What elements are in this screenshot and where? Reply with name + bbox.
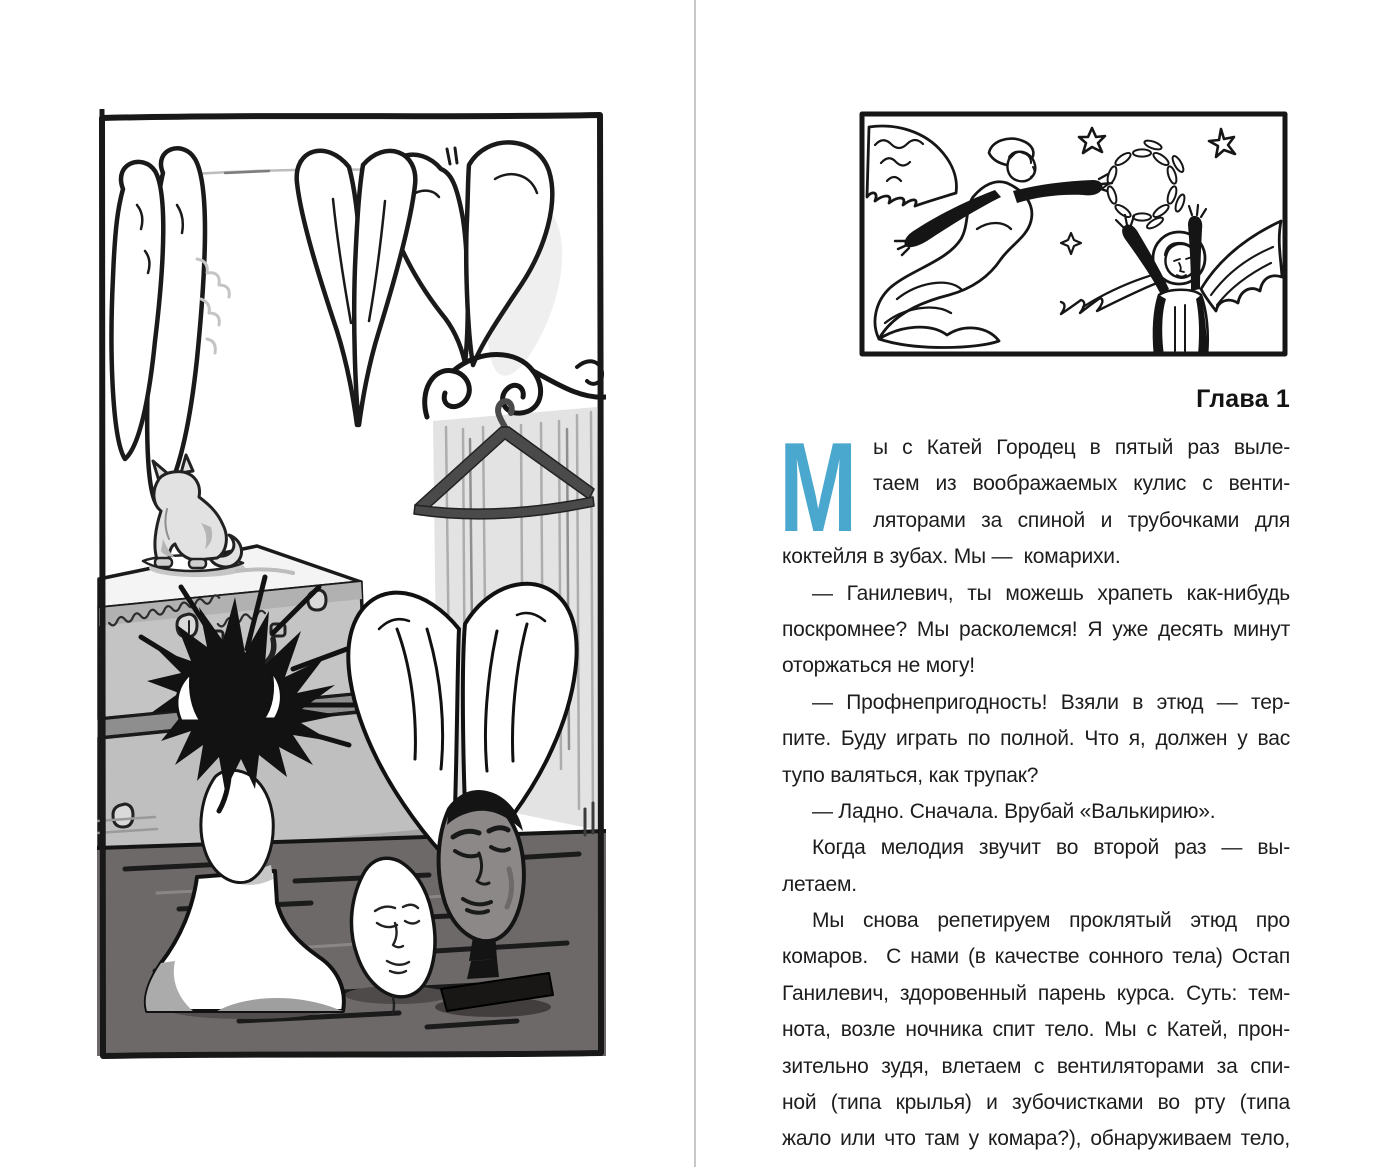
text-line: тупо валяться, как трупак? [782,763,1039,787]
text-line: жало или что там у комара?), обнаруживаем тело, [782,1127,1290,1151]
text-line: комаров. С нами (в качестве сонного тела) Остап [782,945,1290,969]
text-line: летаем. [782,872,857,896]
text-line: таем из воображаемых кулис с венти- [873,472,1290,496]
text-line: оторжаться не могу! [782,654,975,678]
left-page [0,0,694,1167]
text-line: ляторами за спиной и трубочками для [873,508,1290,532]
prop-room-illustration [97,109,606,1060]
right-page [696,0,1392,1167]
text-line: нота, возле ночника спит тело. Мы с Катей, прон- [782,1018,1290,1042]
angels-illustration [859,111,1288,357]
text-line: пите. Буду играть по полной. Что я, должен у вас [782,727,1290,751]
text-line: ы с Катей Городец в пятый раз выле- [873,436,1290,459]
text-line: коктейля в зубах. Мы — комарихи. [782,545,1121,569]
drop-cap: М [779,416,858,558]
body-text [779,416,1290,1158]
text-line: Мы снова репетируем проклятый этюд про [812,909,1290,933]
text-line: — Ганилевич, ты можешь храпеть как-нибудь [812,581,1290,605]
text-line: ной (типа крылья) и зубочистками во рту (типа [782,1091,1290,1115]
text-line: поскромнее? Мы расколемся! Я уже десять минут [782,617,1290,641]
text-line: — Профнепригодность! Взяли в этюд — тер- [812,690,1290,714]
text-line: — Ладно. Сначала. Врубай «Валькирию». [812,799,1216,823]
text-line: Ганилевич, здоровенный парень курса. Суть: тем- [782,981,1290,1005]
chapter-heading: Глава 1 [1196,385,1290,413]
text-line: зительно зудя, влетаем с вентиляторами за спи- [782,1054,1290,1078]
text-line: Когда мелодия звучит во второй раз — вы- [812,836,1290,860]
